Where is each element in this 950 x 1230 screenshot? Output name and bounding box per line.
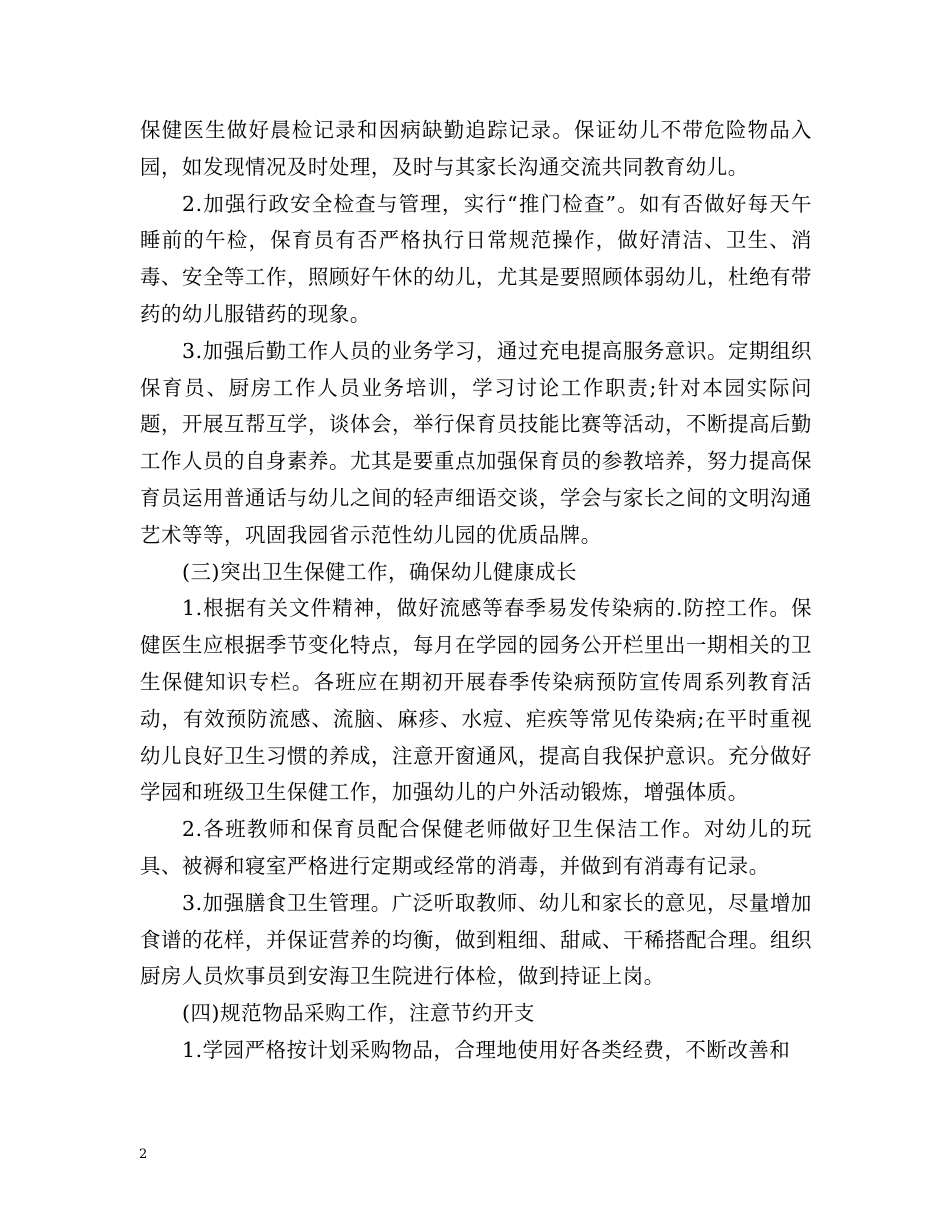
paragraph-9: 1.学园严格按计划采购物品，合理地使用好各类经费，不断改善和	[182, 1037, 791, 1062]
paragraph-7: 3.加强膳食卫生管理。广泛听取教师、幼儿和家长的意见，尽量增加食谱的花样，并保证营养的均衡，做到粗细、甜咸、干稀搭配合理。组织厨房人员炊事员到安海卫生院进行体检，做到持证上岗。	[140, 890, 812, 989]
paragraph-5: 1.根据有关文件精神，做好流感等春季易发传染病的.防控工作。保健医生应根据季节变化特点，每月在学园的园务公开栏里出一期相关的卫生保健知识专栏。各班应在期初开展春季传染病预防宣传周系列教育活动，有效预防流感、流脑、麻疹、水痘、疟疾等常见传染病;在平时重视幼儿良好卫生习惯的养成，注意开窗通风，提高自我保护意识。充分做好学园和班级卫生保健工作，加强幼儿的户外活动锻炼，增强体质。	[140, 596, 812, 805]
paragraph-1: 保健医生做好晨检记录和因病缺勤追踪记录。保证幼儿不带危险物品入园，如发现情况及时处理，及时与其家长沟通交流共同教育幼儿。	[140, 118, 812, 179]
paragraph-2: 2.加强行政安全检查与管理，实行“推门检查”。如有否做好每天午睡前的午检，保育员有否严格执行日常规范操作，做好清洁、卫生、消毒、安全等工作，照顾好午休的幼儿，尤其是要照顾体弱幼儿，杜绝有带药的幼儿服错药的现象。	[140, 191, 812, 326]
page-number: 2	[139, 1147, 148, 1162]
section-heading-4: (四)规范物品采购工作，注意节约开支	[182, 1001, 535, 1026]
paragraph-3: 3.加强后勤工作人员的业务学习，通过充电提高服务意识。定期组织保育员、厨房工作人员业务培训，学习讨论工作职责;针对本园实际问题，开展互帮互学，谈体会，举行保育员技能比赛等活动，不断提高后勤工作人员的自身素养。尤其是要重点加强保育员的参教培养，努力提高保育员运用普通话与幼儿之间的轻声细语交谈，学会与家长之间的文明沟通艺术等等，巩固我园省示范性幼儿园的优质品牌。	[140, 338, 812, 547]
section-heading-3: (三)突出卫生保健工作，确保幼儿健康成长	[182, 559, 577, 584]
paragraph-6: 2.各班教师和保育员配合保健老师做好卫生保洁工作。对幼儿的玩具、被褥和寝室严格进行定期或经常的消毒，并做到有消毒有记录。	[140, 817, 812, 878]
document-body	[140, 112, 812, 1069]
